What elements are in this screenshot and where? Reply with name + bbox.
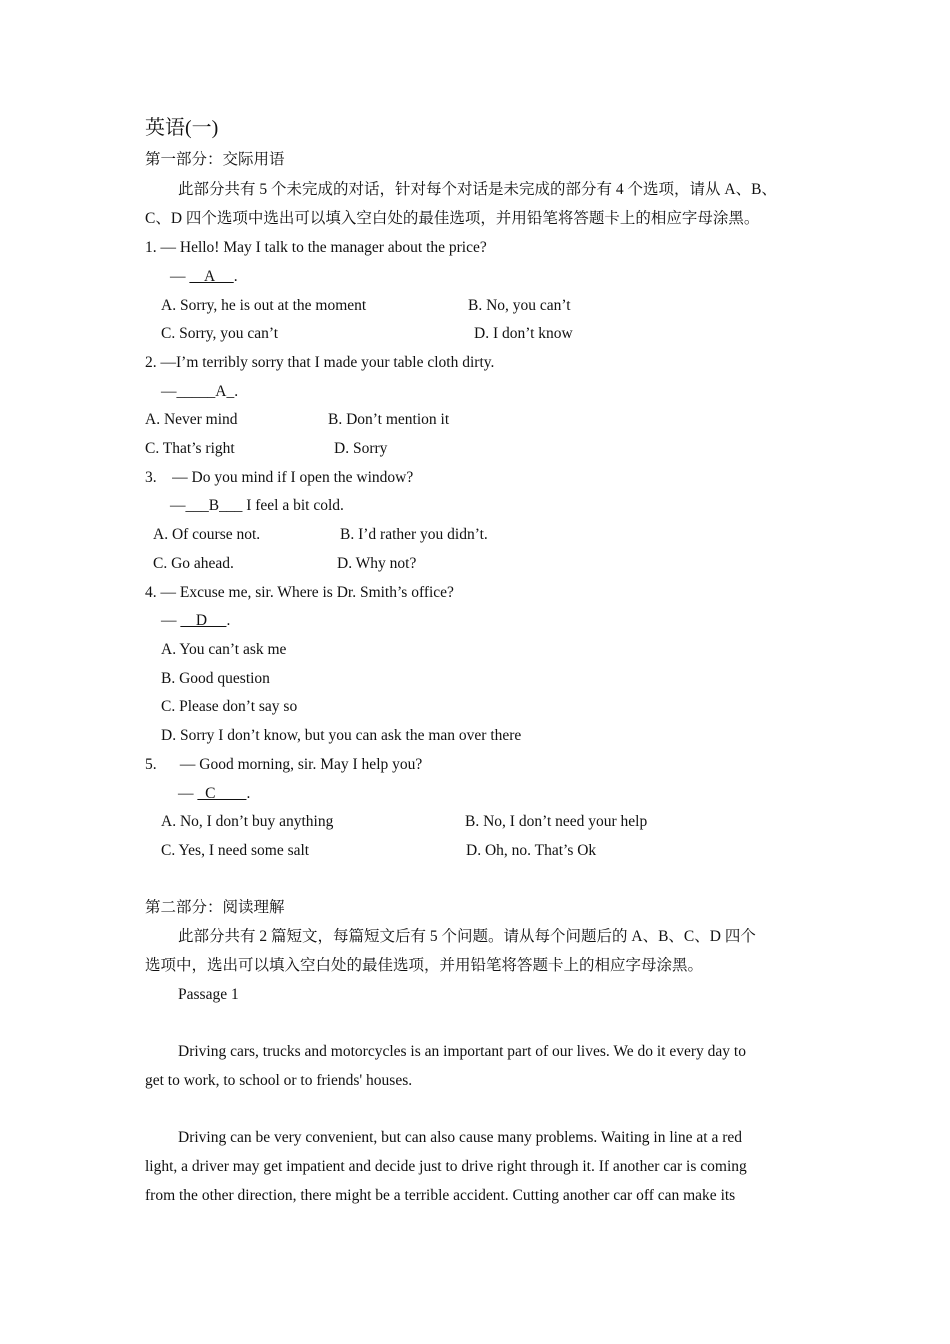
reply-dash: — [178,785,198,802]
question-2-prompt: 2. —I’m terribly sorry that I made your table cloth dirty. [145,354,495,371]
question-4-option-b: B. Good question [161,670,270,687]
question-3-option-a: A. Of course not. [153,526,261,543]
question-1-option-a: A. Sorry, he is out at the moment [161,297,367,314]
question-3-option-b: B. I’d rather you didn’t. [340,526,488,543]
question-2-option-c: C. That’s right [145,440,235,457]
question-2-reply: —_____A_. [161,383,239,400]
question-1-option-d: D. I don’t know [474,325,573,342]
question-4-option-d: D. Sorry I don’t know, but you can ask the man over there [161,727,522,744]
passage-paragraph-2-line2: light, a driver may get impatient and decide just to drive right through it. If another car is coming [145,1158,747,1175]
question-1-option-b: B. No, you can’t [468,297,571,314]
question-1-option-c: C. Sorry, you can’t [161,325,279,342]
part2-intro-line2: 选项中，选出可以填入空白处的最佳选项，并用铅笔将答题卡上的相应字母涂黑。 [145,957,704,974]
question-5-option-b: B. No, I don’t need your help [465,813,648,830]
reply-period: . [246,785,251,802]
question-3-option-c: C. Go ahead. [153,555,234,572]
question-5-option-a: A. No, I don’t buy anything [161,813,334,830]
passage-paragraph-2-line1: Driving can be very convenient, but can also cause many problems. Waiting in line at a red [178,1129,743,1146]
question-1-prompt: 1. — Hello! May I talk to the manager about the price? [145,239,487,256]
question-3-prompt: 3. — Do you mind if I open the window? [145,469,414,486]
reply-period: . [226,612,231,629]
question-4-prompt: 4. — Excuse me, sir. Where is Dr. Smith’s office? [145,584,454,601]
question-5-option-d: D. Oh, no. That’s Ok [466,842,597,859]
question-3-option-d: D. Why not? [337,555,417,572]
part2-heading: 第二部分：阅读理解 [145,899,285,916]
question-1-reply [170,267,238,287]
passage-paragraph-2-line3: from the other direction, there might be a terrible accident. Cutting another car off can make its [145,1187,736,1204]
part2-intro-line1: 此部分共有 2 篇短文，每篇短文后有 5 个问题。请从每个问题后的 A、B、C、D 四个 [178,928,756,945]
question-2-option-b: B. Don’t mention it [328,411,450,428]
part1-heading: 第一部分：交际用语 [145,151,285,168]
part1-intro-line2: C、D 四个选项中选出可以填入空白处的最佳选项，并用铅笔将答题卡上的相应字母涂黑。 [145,210,760,227]
answer-blank: A [189,268,234,285]
question-5-option-c: C. Yes, I need some salt [161,842,310,859]
passage-paragraph-1-line2: get to work, to school or to friends' houses. [145,1072,413,1089]
passage-paragraph-1-line1: Driving cars, trucks and motorcycles is an important part of our lives. We do it every day to [178,1043,746,1060]
question-5-reply [178,784,250,804]
question-4-option-a: A. You can’t ask me [161,641,287,658]
question-5-prompt: 5. — Good morning, sir. May I help you? [145,756,423,773]
reply-dash: — [161,612,181,629]
question-4-option-c: C. Please don’t say so [161,698,298,715]
question-3-reply: —___B___ I feel a bit cold. [170,497,344,514]
question-2-option-a: A. Never mind [145,411,238,428]
question-2-option-d: D. Sorry [334,440,388,457]
reply-period: . [233,268,238,285]
part1-intro-line1: 此部分共有 5 个未完成的对话，针对每个对话是未完成的部分有 4 个选项，请从 A、B、 [178,181,777,198]
answer-blank: D [180,612,227,629]
reply-dash: — [170,268,190,285]
page-title: 英语(一) [145,117,219,139]
question-4-reply [161,611,230,631]
passage-label: Passage 1 [178,986,239,1003]
answer-blank: C [197,785,247,802]
